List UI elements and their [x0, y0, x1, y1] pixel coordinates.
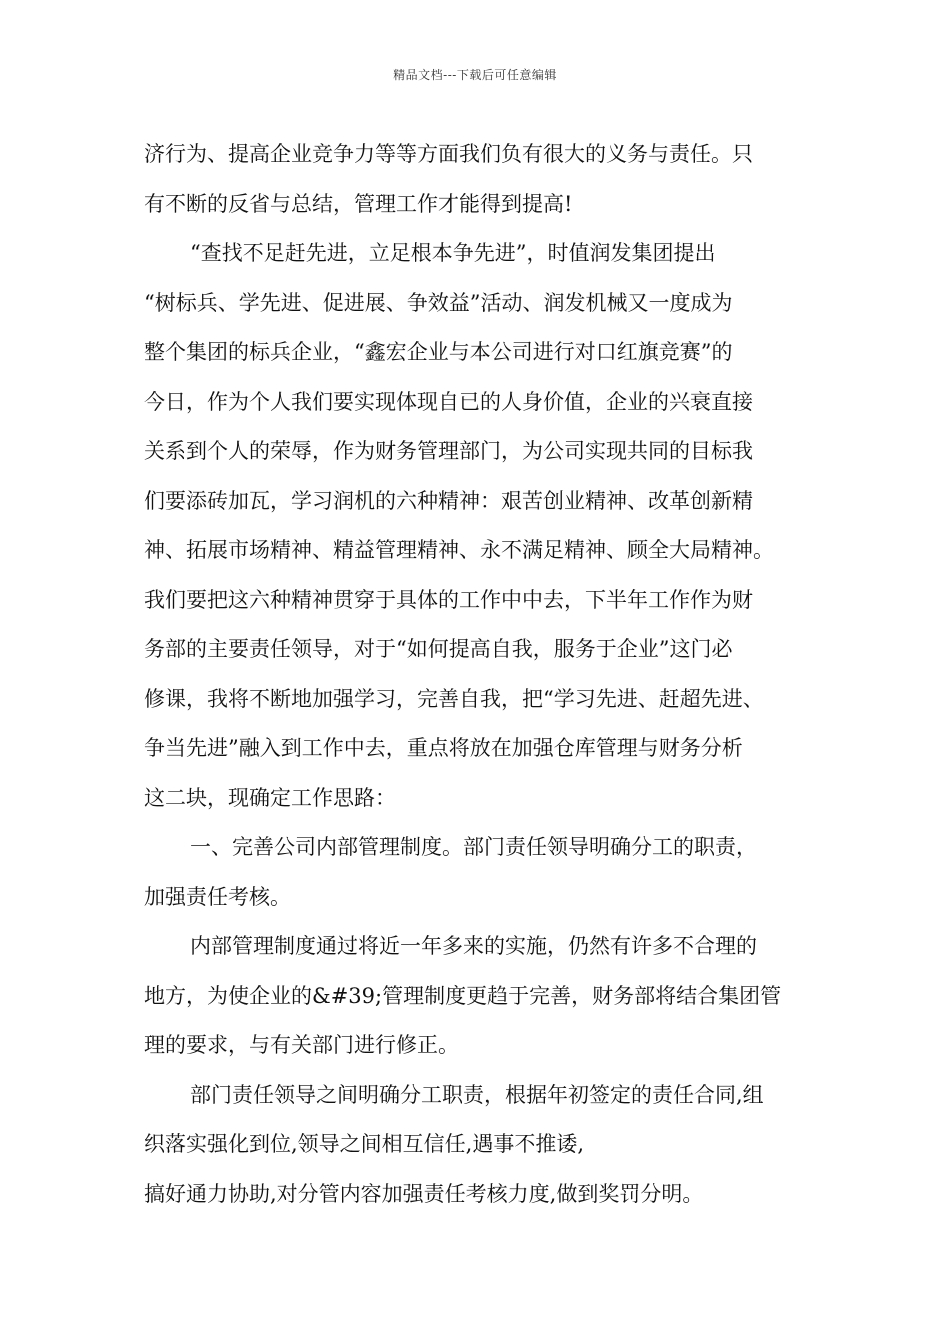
text-line: 关系到个人的荣辱，作为财务管理部门，为公司实现共同的目标我 [144, 439, 753, 463]
text-line: 内部管理制度通过将近一年多来的实施，仍然有许多不合理的 [190, 934, 757, 958]
text-line: “树标兵、学先进、促进展、争效益”活动、润发机械又一度成为 [144, 290, 733, 315]
document-body [144, 130, 824, 1219]
text-line: 加强责任考核。 [144, 884, 291, 909]
text-line: 务部的主要责任领导，对于“如何提高自我，服务于企业”这门必 [144, 637, 733, 661]
section-heading: 一、完善公司内部管理制度。部门责任领导明确分工的职责， [190, 835, 757, 859]
text-line: 织落实强化到位,领导之间相互信任,遇事不推诿, [144, 1132, 585, 1156]
page-header: 精品文档---下载后可任意编辑 [393, 68, 557, 82]
text-line: 有不断的反省与总结，管理工作才能得到提高! [144, 191, 573, 216]
text-line: 们要添砖加瓦，学习润机的六种精神：艰苦创业精神、改革创新精 [144, 488, 753, 513]
text-line: “查找不足赶先进，立足根本争先进”，时值润发集团提出 [190, 241, 716, 265]
text-line: 济行为、提高企业竞争力等等方面我们负有很大的义务与责任。只 [144, 142, 753, 166]
text-line: 修课，我将不断地加强学习，完善自我，把“学习先进、赶超先进、 [144, 686, 764, 711]
text-line: 理的要求，与有关部门进行修正。 [144, 1033, 459, 1057]
text-line: 搞好通力协助,对分管内容加强责任考核力度,做到奖罚分明。 [144, 1181, 704, 1206]
text-line: 争当先进”融入到工作中去，重点将放在加强仓库管理与财务分析 [144, 736, 743, 760]
text-line: 神、拓展市场精神、精益管理精神、永不满足精神、顾全大局精神。 [144, 538, 774, 562]
text-line: 整个集团的标兵企业，“鑫宏企业与本公司进行对口红旗竞赛”的 [144, 340, 733, 364]
text-line: 地方，为使企业的&#39;管理制度更趋于完善，财务部将结合集团管 [144, 983, 782, 1008]
text-line: 我们要把这六种精神贯穿于具体的工作中中去，下半年工作作为财 [144, 587, 753, 612]
text-line: 这二块，现确定工作思路： [144, 785, 396, 810]
text-line: 今日，作为个人我们要实现体现自已的人身价值，企业的兴衰直接 [144, 389, 753, 414]
text-line: 部门责任领导之间明确分工职责，根据年初签定的责任合同,组 [190, 1082, 764, 1107]
